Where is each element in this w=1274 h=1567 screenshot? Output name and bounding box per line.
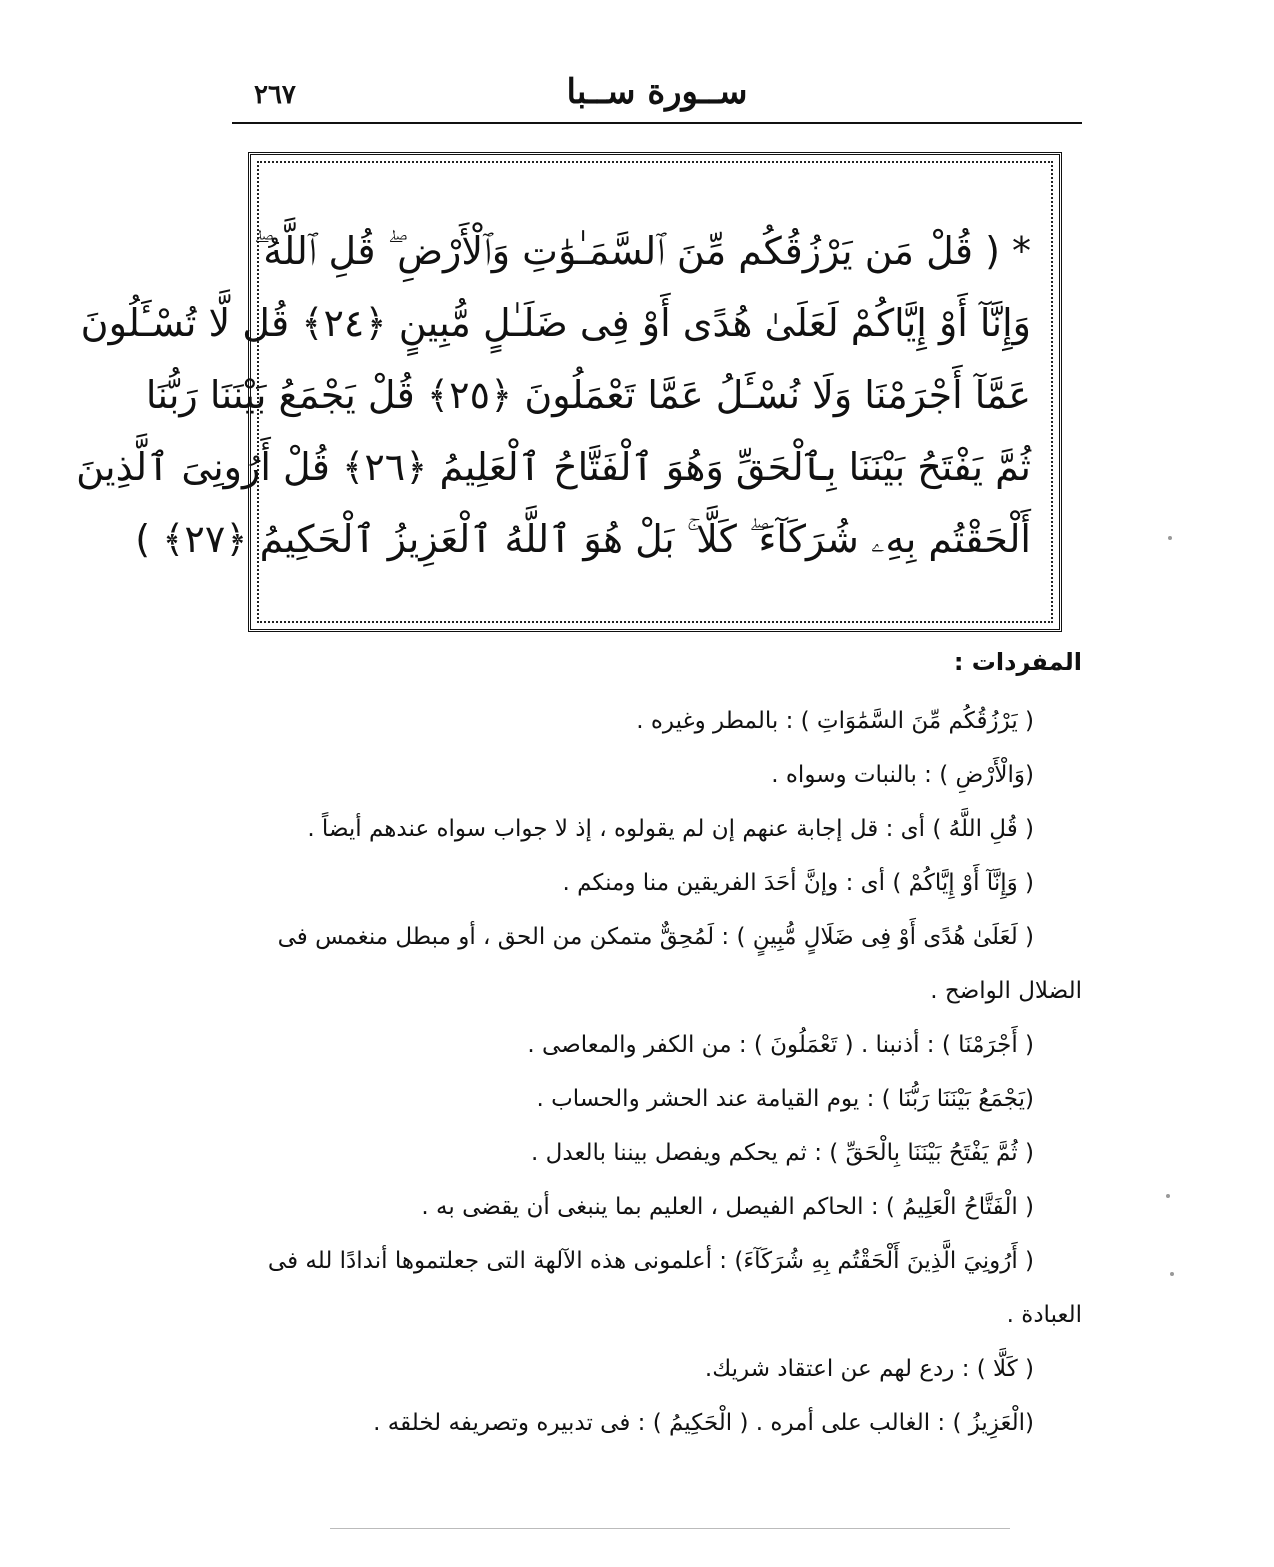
scan-speck bbox=[1170, 1272, 1174, 1276]
verse-line: ثُمَّ يَفْتَحُ بَيْنَنَا بِٱلْحَقِّ وَهُوَ ٱلْفَتَّاحُ ٱلْعَلِيمُ ﴿٢٦﴾ قُلْ أَرُونِىَ ٱلَّذِينَ bbox=[76, 445, 1031, 489]
glossary-entry-continuation: الضلال الواضح . bbox=[930, 978, 1082, 1004]
verse-text bbox=[76, 215, 1031, 575]
verse-line: وَإِنَّآ أَوْ إِيَّاكُمْ لَعَلَىٰ هُدًى أَوْ فِى ضَلَـٰلٍ مُّبِينٍ ﴿٢٤﴾ قُل لَّا تُسْـَٔلُونَ bbox=[80, 301, 1031, 345]
verse-frame bbox=[76, 152, 1062, 632]
scan-speck bbox=[1166, 1194, 1170, 1198]
glossary-entry: ( الْفَتَّاحُ الْعَلِيمُ ) : الحاكم الفيصل ، العليم بما ينبغى أن يقضى به . bbox=[421, 1194, 1034, 1220]
glossary-entry: (وَالْأَرْضِ ) : بالنبات وسواه . bbox=[771, 762, 1034, 788]
verse-line: أَلْحَقْتُم بِهِۦ شُرَكَآءَ ۖ كَلَّا ۚ بَلْ هُوَ ٱللَّهُ ٱلْعَزِيزُ ٱلْحَكِيمُ ﴿٢٧﴾ ) bbox=[135, 517, 1031, 561]
scan-speck bbox=[1168, 536, 1172, 540]
glossary-entry: (الْعَزِيزُ ) : الغالب على أمره . ( الْحَكِيمُ ) : فى تدبيره وتصريفه لخلقه . bbox=[373, 1410, 1034, 1436]
glossary-entry: ( وَإِنَّآ أَوْ إِيَّاكُمْ ) أى : وإنَّ أحَدَ الفريقين منا ومنكم . bbox=[562, 870, 1034, 896]
glossary-entry: ( يَرْزُقُكُم مِّنَ السَّمَٰوَاتِ ) : بالمطر وغيره . bbox=[636, 708, 1034, 734]
page-header bbox=[232, 68, 1082, 124]
glossary-entry: (يَجْمَعُ بَيْنَنَا رَبُّنَا ) : يوم القيامة عند الحشر والحساب . bbox=[536, 1086, 1034, 1112]
glossary-entry: ( أَرُونِيَ الَّذِينَ أَلْحَقْتُم بِهِ شُرَكَآءَ) : أعلمونى هذه الآلهة التى جعلتموها أندادًا لله فى bbox=[267, 1248, 1034, 1274]
glossary-entry: ( لَعَلَىٰ هُدًى أَوْ فِى ضَلَالٍ مُّبِينٍ ) : لَمُحِقٌّ متمكن من الحق ، أو مبطل منغمس فى bbox=[277, 924, 1034, 950]
surah-title: ســورة ســبا bbox=[566, 72, 748, 112]
glossary-section bbox=[240, 648, 1082, 1450]
glossary-entry-continuation: العبادة . bbox=[1006, 1302, 1082, 1328]
glossary-entry: ( كَلَّا ) : ردع لهم عن اعتقاد شريك. bbox=[704, 1356, 1034, 1382]
glossary-heading: المفردات : bbox=[953, 648, 1082, 676]
glossary-entry: ( قُلِ اللَّهُ ) أى : قل إجابة عنهم إن لم يقولوه ، إذ لا جواب سواه عندهم أيضاً . bbox=[307, 816, 1034, 842]
verse-line: عَمَّآ أَجْرَمْنَا وَلَا نُسْـَٔلُ عَمَّا تَعْمَلُونَ ﴿٢٥﴾ قُلْ يَجْمَعُ بَيْنَنَا رَبُّنَا bbox=[145, 373, 1031, 417]
verse-line: * ( قُلْ مَن يَرْزُقُكُم مِّنَ ٱلسَّمَـٰوَٰتِ وَٱلْأَرْضِ ۖ قُلِ ٱللَّهُ ۖ bbox=[253, 229, 1031, 273]
footer-rule bbox=[330, 1528, 1010, 1529]
glossary-entry: ( ثُمَّ يَفْتَحُ بَيْنَنَا بِالْحَقِّ ) : ثم يحكم ويفصل بيننا بالعدل . bbox=[531, 1140, 1034, 1166]
page-number: ٢٦٧ bbox=[254, 80, 296, 110]
glossary-entry: ( أَجْرَمْنَا ) : أذنبنا . ( تَعْمَلُونَ ) : من الكفر والمعاصى . bbox=[527, 1032, 1034, 1058]
